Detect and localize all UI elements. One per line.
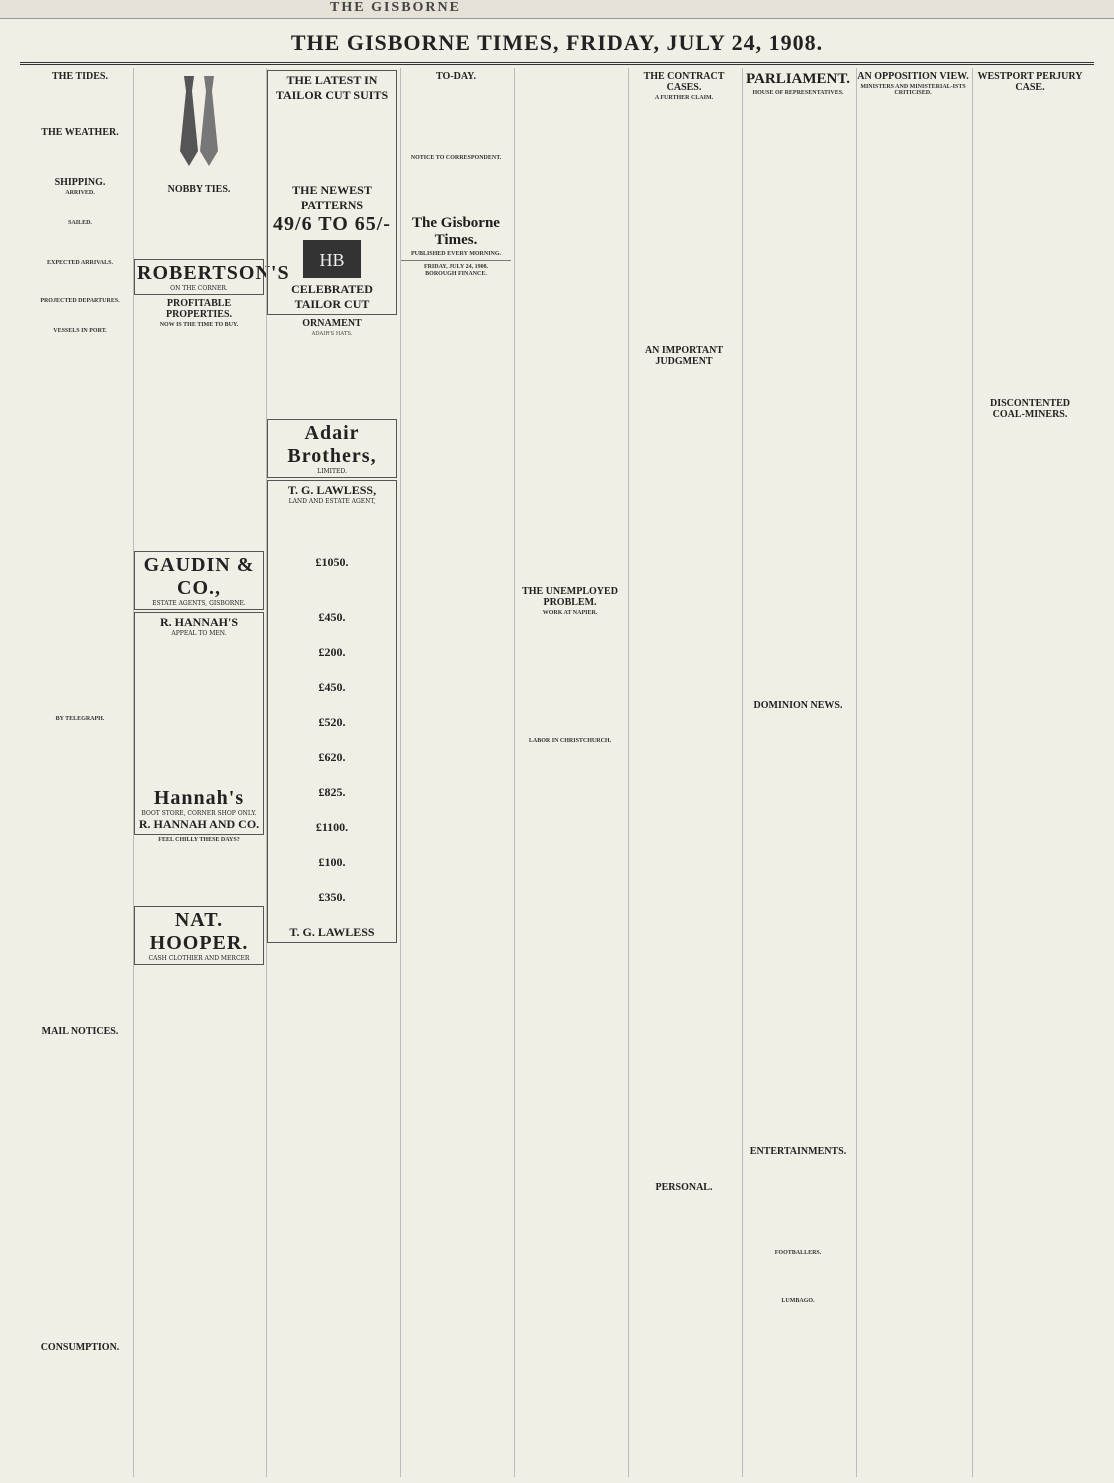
published-every-morning: PUBLISHED EVERY MORNING. <box>410 251 502 257</box>
column-3 <box>266 68 397 1477</box>
opposition-view-heading: AN OPPOSITION VIEW. <box>857 71 969 82</box>
neckties-illustration-icon <box>164 71 234 181</box>
gisborne-times-title: The Gisborne Times. <box>412 215 500 248</box>
shipping-heading: SHIPPING. <box>54 177 106 188</box>
mail-notices-heading: MAIL NOTICES. <box>41 1026 119 1037</box>
personal-heading: PERSONAL. <box>655 1182 713 1193</box>
column-8 <box>856 68 969 1477</box>
gaudin-ad: GAUDIN & CO., ESTATE AGENTS, GISBORNE. <box>134 551 264 610</box>
tailor-cut-suits-ad: THE LATEST IN TAILOR CUT SUITS THE NEWEST PATTERNS 49/6 TO 65/- HB CELEBRATED TAILOR CUT <box>267 70 397 315</box>
projected-heading: PROJECTED DEPARTURES. <box>40 298 120 304</box>
robertsons-ad: ROBERTSON'S ON THE CORNER. <box>134 259 264 295</box>
borough-finance-heading: BOROUGH FINANCE. <box>425 271 487 277</box>
arrived-heading: ARRIVED. <box>65 190 95 196</box>
further-claim: A FURTHER CLAIM. <box>654 95 714 101</box>
feel-chilly-heading: FEEL CHILLY THESE DAYS? <box>158 837 240 843</box>
today-heading: TO-DAY. <box>436 71 476 82</box>
tides-heading: THE TIDES. <box>52 71 108 82</box>
tide-table <box>30 84 130 124</box>
labor-christchurch: LABOR IN CHRISTCHURCH. <box>528 738 612 744</box>
now-is-the-time: NOW IS THE TIME TO BUY. <box>159 322 239 328</box>
profitable-properties-heading: PROFITABLE PROPERTIES. <box>165 298 233 320</box>
expected-heading: EXPECTED ARRIVALS. <box>47 260 113 266</box>
column-1 <box>30 68 130 1477</box>
ornament-heading: ORNAMENT <box>302 318 362 329</box>
telegraph-heading: BY TELEGRAPH. <box>55 716 105 722</box>
weather-text <box>30 140 130 174</box>
opposition-subheading: MINISTERS AND MINISTERIAL-ISTS CRITICISED. <box>860 84 966 96</box>
masthead-rule <box>20 62 1094 65</box>
house-of-reps: HOUSE OF REPRESENTATIVES. <box>752 90 844 96</box>
lumbago-heading: LUMBAGO. <box>781 1298 815 1304</box>
vessels-heading: VESSELS IN PORT. <box>53 328 107 334</box>
notice-heading: NOTICE TO CORRESPONDENT. <box>410 155 502 161</box>
hannah-ad: R. HANNAH'S APPEAL TO MEN. Hannah's BOOT STORE, CORNER SHOP ONLY. R. HANNAH AND CO. <box>134 612 264 835</box>
column-9 <box>972 68 1087 1477</box>
discontented-coal-miners-heading: DISCONTENTED COAL-MINERS. <box>989 398 1071 420</box>
nat-hooper-ad: NAT. HOOPER. CASH CLOTHIER AND MERCER <box>134 906 264 965</box>
column-6 <box>628 68 739 1477</box>
parliament-heading: PARLIAMENT. <box>745 71 851 87</box>
westport-perjury-heading: WESTPORT PERJURY CASE. <box>977 71 1083 93</box>
dominion-news-heading: DOMINION NEWS. <box>753 700 843 711</box>
entertainments-heading: ENTERTAINMENTS. <box>749 1146 847 1157</box>
adair-brothers-ad: Adair Brothers, LIMITED. <box>267 419 397 478</box>
unemployed-heading: THE UNEMPLOYED PROBLEM. <box>522 586 618 608</box>
adairs-hats: ADAIR'S HATS. <box>311 331 353 337</box>
column-5 <box>514 68 625 1477</box>
weather-heading: THE WEATHER. <box>41 127 119 138</box>
work-at-napier: WORK AT NAPIER. <box>542 610 598 616</box>
consumption-heading: CONSUMPTION. <box>40 1342 120 1353</box>
column-4 <box>400 68 511 1477</box>
torn-top-strip <box>0 0 1114 19</box>
nobby-ties-heading: NOBBY TIES. <box>167 184 231 195</box>
lawless-ad: T. G. LAWLESS, LAND AND ESTATE AGENT, £1050. £450. £200. £450. £520. £620. £825. £1100. £100. £350. T. G. LAWLESS <box>267 480 397 943</box>
column-7 <box>742 68 853 1477</box>
sailed-heading: SAILED. <box>68 220 92 226</box>
masthead: THE GISBORNE TIMES, FRIDAY, JULY 24, 1908. <box>290 30 824 55</box>
footballers-heading: FOOTBALLERS. <box>774 1250 822 1256</box>
hb-brand-logo-icon <box>302 239 362 279</box>
svg-text:HB: HB <box>319 250 345 270</box>
contract-cases-heading: THE CONTRACT CASES. <box>643 71 725 93</box>
column-2 <box>133 68 290 1477</box>
top-fragment: THE GISBORNE <box>330 0 461 15</box>
important-judgment-heading: AN IMPORTANT JUDGMENT <box>644 345 724 367</box>
editorial-date: FRIDAY, JULY 24, 1908. <box>423 264 489 270</box>
